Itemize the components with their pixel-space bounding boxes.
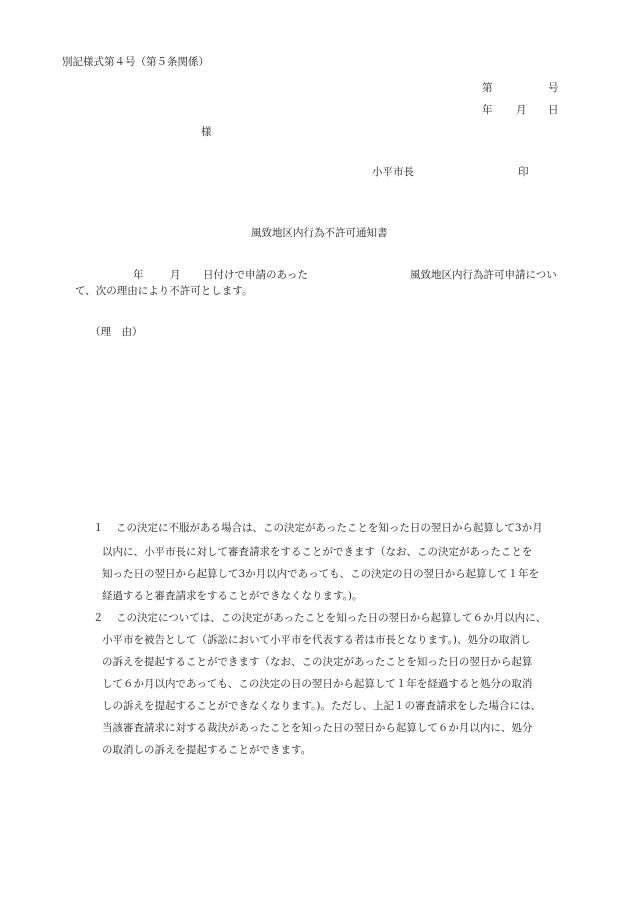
note-line: しの訴えを提起することができなくなります。)。ただし、上記１の審査請求をした場合には、 <box>102 700 542 712</box>
note-line: 知った日の翌日から起算して3か月以内であっても、この決定の日の翌日から起算して１年を <box>102 568 540 580</box>
issuer-title: 小平市長 <box>372 166 414 178</box>
note-number: ２ <box>93 612 104 624</box>
reason-label: （理 由） <box>90 326 143 338</box>
body-date-phrase: 日付けで申請のあった <box>203 269 308 281</box>
date-month: 月 <box>516 104 527 116</box>
note-line: して６か月以内であっても、この決定の日の翌日から起算して１年を経過すると処分の取消 <box>102 678 533 690</box>
date-day: 日 <box>548 104 559 116</box>
body-line-2: て、次の理由により不許可とします。 <box>75 285 253 297</box>
seal-mark: 印 <box>518 166 529 178</box>
note-line: 経過すると審査請求をすることができなくなります。)。 <box>102 590 363 602</box>
number-prefix: 第 <box>482 82 493 94</box>
number-suffix: 号 <box>548 82 559 94</box>
date-year: 年 <box>482 104 493 116</box>
note-line: 以内に、小平市長に対して審査請求をすることができます（なお、この決定があったことを <box>102 546 533 558</box>
document-title: 風致地区内行為不許可通知書 <box>251 227 388 239</box>
body-year: 年 <box>133 269 144 281</box>
note-line: この決定に不服がある場合は、この決定があったことを知った日の翌日から起算して3か月 <box>116 522 543 534</box>
note-line: 当該審査請求に対する裁決があったことを知った日の翌日から起算して６か月以内に、処分 <box>102 722 533 734</box>
note-line: の訴えを提起することができます（なお、この決定があったことを知った日の翌日から起算 <box>102 656 533 668</box>
note-line: 小平市を被告として（訴訟において小平市を代表する者は市長となります。)、処分の取消し <box>102 634 531 646</box>
note-number: １ <box>93 522 104 534</box>
body-application-phrase: 風致地区内行為許可申請につい <box>410 269 557 281</box>
note-line: この決定については、この決定があったことを知った日の翌日から起算して６か月以内に、 <box>116 612 547 624</box>
body-month: 月 <box>170 269 181 281</box>
addressee-suffix: 様 <box>201 126 212 138</box>
form-label: 別記様式第４号（第５条関係） <box>62 56 209 68</box>
note-line: の取消しの訴えを提起することができます。 <box>102 744 312 756</box>
